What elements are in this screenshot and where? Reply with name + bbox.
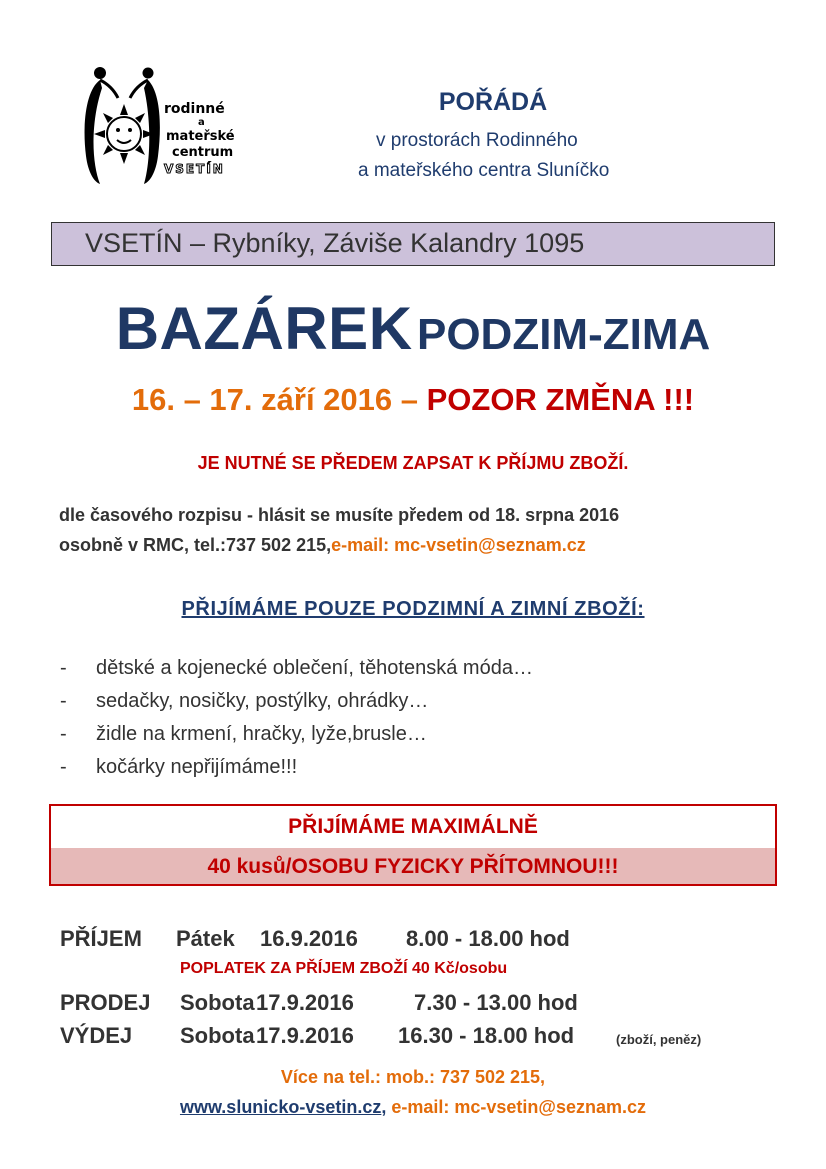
info-email: e-mail: mc-vsetin@seznam.cz xyxy=(331,535,586,555)
schedule-day: Sobota xyxy=(180,990,255,1015)
title-season: PODZIM-ZIMA xyxy=(416,310,711,359)
logo-line-3: mateřské xyxy=(166,129,235,144)
info-phone: osobně v RMC, tel.:737 502 215, xyxy=(59,535,332,555)
schedule-day: Sobota xyxy=(180,1023,255,1048)
max-heading: PŘIJÍMÁME MAXIMÁLNĚ xyxy=(51,806,775,846)
list-item-text: kočárky nepřijímáme!!! xyxy=(96,756,298,778)
list-item xyxy=(60,718,533,751)
date-line xyxy=(0,382,826,418)
logo-line-2: a xyxy=(198,117,205,128)
dash-icon: - xyxy=(60,756,67,778)
change-warning: POZOR ZMĚNA !!! xyxy=(426,382,695,417)
schedule-day: Pátek xyxy=(176,926,235,951)
schedule-row-vydej xyxy=(60,1023,820,1053)
max-limit: 40 kusů/OSOBU FYZICKY PŘÍTOMNOU!!! xyxy=(51,848,775,884)
address-text: VSETÍN – Rybníky, Záviše Kalandry 1095 xyxy=(85,228,585,258)
schedule-label: VÝDEJ xyxy=(60,1023,133,1048)
logo-line-1: rodinné xyxy=(164,101,225,117)
page-title xyxy=(0,294,826,363)
footer-contact xyxy=(0,1097,826,1118)
schedule-date: 17.9.2016 xyxy=(256,990,354,1015)
registration-notice: JE NUTNÉ SE PŘEDEM ZAPSAT K PŘÍJMU ZBOŽÍ. xyxy=(197,453,629,473)
organizer-line-2: a mateřského centra Sluníčko xyxy=(358,160,610,181)
list-item xyxy=(60,685,533,718)
logo-line-5: VSETÍN xyxy=(164,162,225,176)
organizer-heading: POŘÁDÁ xyxy=(438,88,548,116)
schedule-time: 7.30 - 13.00 hod xyxy=(414,990,578,1015)
schedule-label: PŘÍJEM xyxy=(60,926,142,951)
more-info-phone: Více na tel.: mob.: 737 502 215, xyxy=(280,1067,546,1087)
schedule-time: 16.30 - 18.00 hod xyxy=(398,1023,575,1048)
accept-heading: PŘIJÍMÁME POUZE PODZIMNÍ A ZIMNÍ ZBOŽÍ: xyxy=(181,598,645,620)
schedule-note: (zboží, peněz) xyxy=(616,1032,702,1047)
logo-line-4: centrum xyxy=(172,145,234,160)
organizer-line-1: v prostorách Rodinného xyxy=(376,130,578,151)
event-dates: 16. – 17. září 2016 – xyxy=(131,382,418,417)
fee-notice: POPLATEK ZA PŘÍJEM ZBOŽÍ 40 Kč/osobu xyxy=(180,960,508,977)
website-link[interactable]: www.slunicko-vsetin.cz xyxy=(179,1097,382,1117)
schedule-date: 16.9.2016 xyxy=(260,926,358,951)
info-line-1: dle časového rozpisu - hlásit se musíte předem od 18. srpna 2016 xyxy=(59,505,620,525)
list-item-text: dětské a kojenecké oblečení, těhotenská móda… xyxy=(96,657,533,679)
schedule-date: 17.9.2016 xyxy=(256,1023,354,1048)
address-box xyxy=(51,222,775,266)
maximum-items-box xyxy=(49,804,777,886)
list-item-text: sedačky, nosičky, postýlky, ohrádky… xyxy=(96,690,429,712)
list-item xyxy=(60,652,533,685)
dash-icon: - xyxy=(60,657,67,679)
footer-email-link[interactable]: e-mail: mc-vsetin@seznam.cz xyxy=(386,1097,647,1117)
schedule-label: PRODEJ xyxy=(60,990,151,1015)
title-main: BAZÁREK xyxy=(115,295,413,362)
list-item xyxy=(60,751,533,784)
info-line-2 xyxy=(59,535,586,556)
schedule-time: 8.00 - 18.00 hod xyxy=(406,926,570,951)
dash-icon: - xyxy=(60,690,67,712)
schedule-row-prijem xyxy=(60,926,820,956)
dash-icon: - xyxy=(60,723,67,745)
schedule-row-prodej xyxy=(60,990,820,1020)
accepted-items-list xyxy=(60,652,533,784)
footer-separator: , xyxy=(381,1097,387,1117)
list-item-text: židle na krmení, hračky, lyže,brusle… xyxy=(96,723,427,745)
logo xyxy=(78,64,253,186)
